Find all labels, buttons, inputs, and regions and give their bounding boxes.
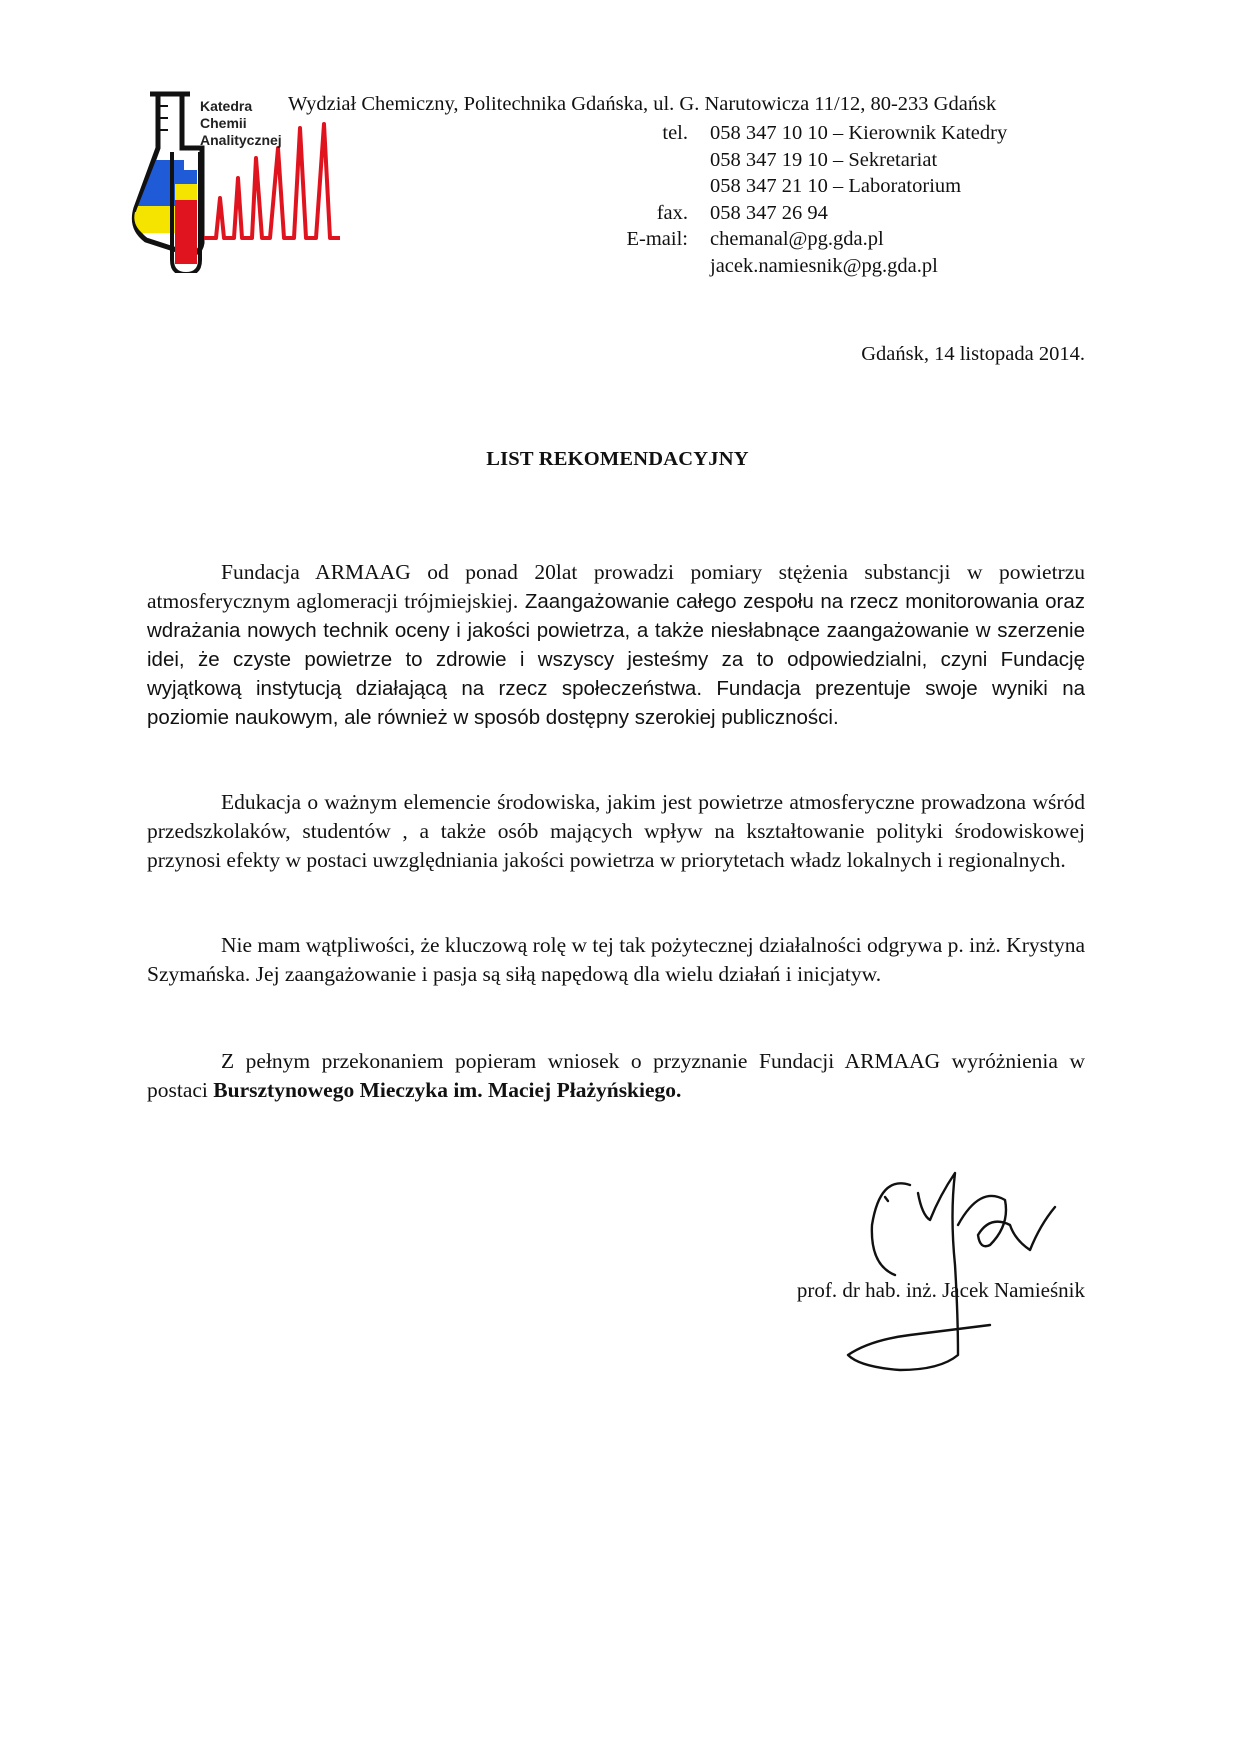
contact-label xyxy=(560,253,710,280)
contact-row xyxy=(560,226,1007,253)
contact-email[interactable]: jacek.namiesnik@pg.gda.pl xyxy=(710,254,938,277)
letter-date: Gdańsk, 14 listopada 2014. xyxy=(861,343,1085,365)
contact-label: tel. xyxy=(662,122,688,144)
contact-row xyxy=(560,253,1007,280)
contact-row xyxy=(560,120,1007,147)
paragraph-1-rest: Zaangażowanie całego zespołu na rzecz monitorowania oraz wdrażania nowych technik oceny i jakości powietrza, a także niesłabnące zaangażowanie w szerzenie idei, że czyste powietrze to zdrowie i wszyscy jesteśmy za to odpowiedzialni, czyni Fundację wyjątkową instytucją działającą na rzecz społeczeństwa. Fundacja prezentuje swoje wyniki na poziomie naukowym, ale również w sposób dostępny szerokiej publiczności. xyxy=(147,590,1085,729)
handwritten-signature xyxy=(840,1155,1090,1385)
paragraph-1-intro: Fundacja ARMAAG od ponad 20lat prowadzi pomiary stężenia substancji w powietrzu atmosferycznym aglomeracji trójmiejskiej. xyxy=(147,560,1085,613)
logo-line-1: Katedra xyxy=(200,98,253,114)
paragraph-4-text: Z pełnym przekonaniem popieram wniosek o przyznanie Fundacji ARMAAG wyróżnienia w postaci xyxy=(147,1049,1085,1102)
contact-row xyxy=(560,147,1007,174)
contact-row xyxy=(560,200,1007,227)
paragraph-2 xyxy=(147,788,1085,875)
contact-label xyxy=(560,147,710,174)
letterhead-contacts xyxy=(560,120,1007,279)
logo-line-2: Chemii xyxy=(200,115,247,131)
contact-value: 058 347 10 10 – Kierownik Katedry xyxy=(710,122,1008,144)
paragraph-3-text: Nie mam wątpliwości, że kluczową rolę w tej tak pożytecznej działalności odgrywa p. inż. Krystyna Szymańska. Jej zaangażowanie i pasja są siłą napędową dla wielu działań i inicjatyw. xyxy=(147,933,1085,986)
letterhead-address: Wydział Chemiczny, Politechnika Gdańska, ul. G. Narutowicza 11/12, 80-233 Gdańsk xyxy=(288,93,997,115)
contact-value: 058 347 26 94 xyxy=(710,201,828,224)
contact-label: E-mail: xyxy=(626,228,688,250)
contact-label xyxy=(560,173,710,200)
paragraph-2-text: Edukacja o ważnym elemencie środowiska, jakim jest powietrze atmosferyczne prowadzona wśród przedszkolaków, studentów , a także osób mających wpływ na kształtowanie polityki środowiskowej przynosi efekty w postaci uwzględniania jakości powietrza w priorytetach władz lokalnych i regionalnych. xyxy=(147,790,1085,872)
contact-value: 058 347 19 10 – Sekretariat xyxy=(710,148,938,171)
contact-value: 058 347 21 10 – Laboratorium xyxy=(710,175,962,197)
contact-email[interactable]: chemanal@pg.gda.pl xyxy=(710,228,884,250)
contact-row xyxy=(560,173,1007,200)
paragraph-1 xyxy=(147,558,1085,732)
logo-text xyxy=(200,98,282,149)
logo-line-3: Analitycznej xyxy=(200,132,282,148)
paragraph-4 xyxy=(147,1047,1085,1105)
signatory-name: prof. dr hab. inż. Jacek Namieśnik xyxy=(796,1278,1085,1302)
contact-label: fax. xyxy=(656,201,688,224)
paragraph-3 xyxy=(147,931,1085,989)
letter-title: LIST REKOMENDACYJNY xyxy=(486,448,749,470)
award-name: Bursztynowego Mieczyka im. Maciej Płażyńskiego. xyxy=(213,1078,682,1102)
